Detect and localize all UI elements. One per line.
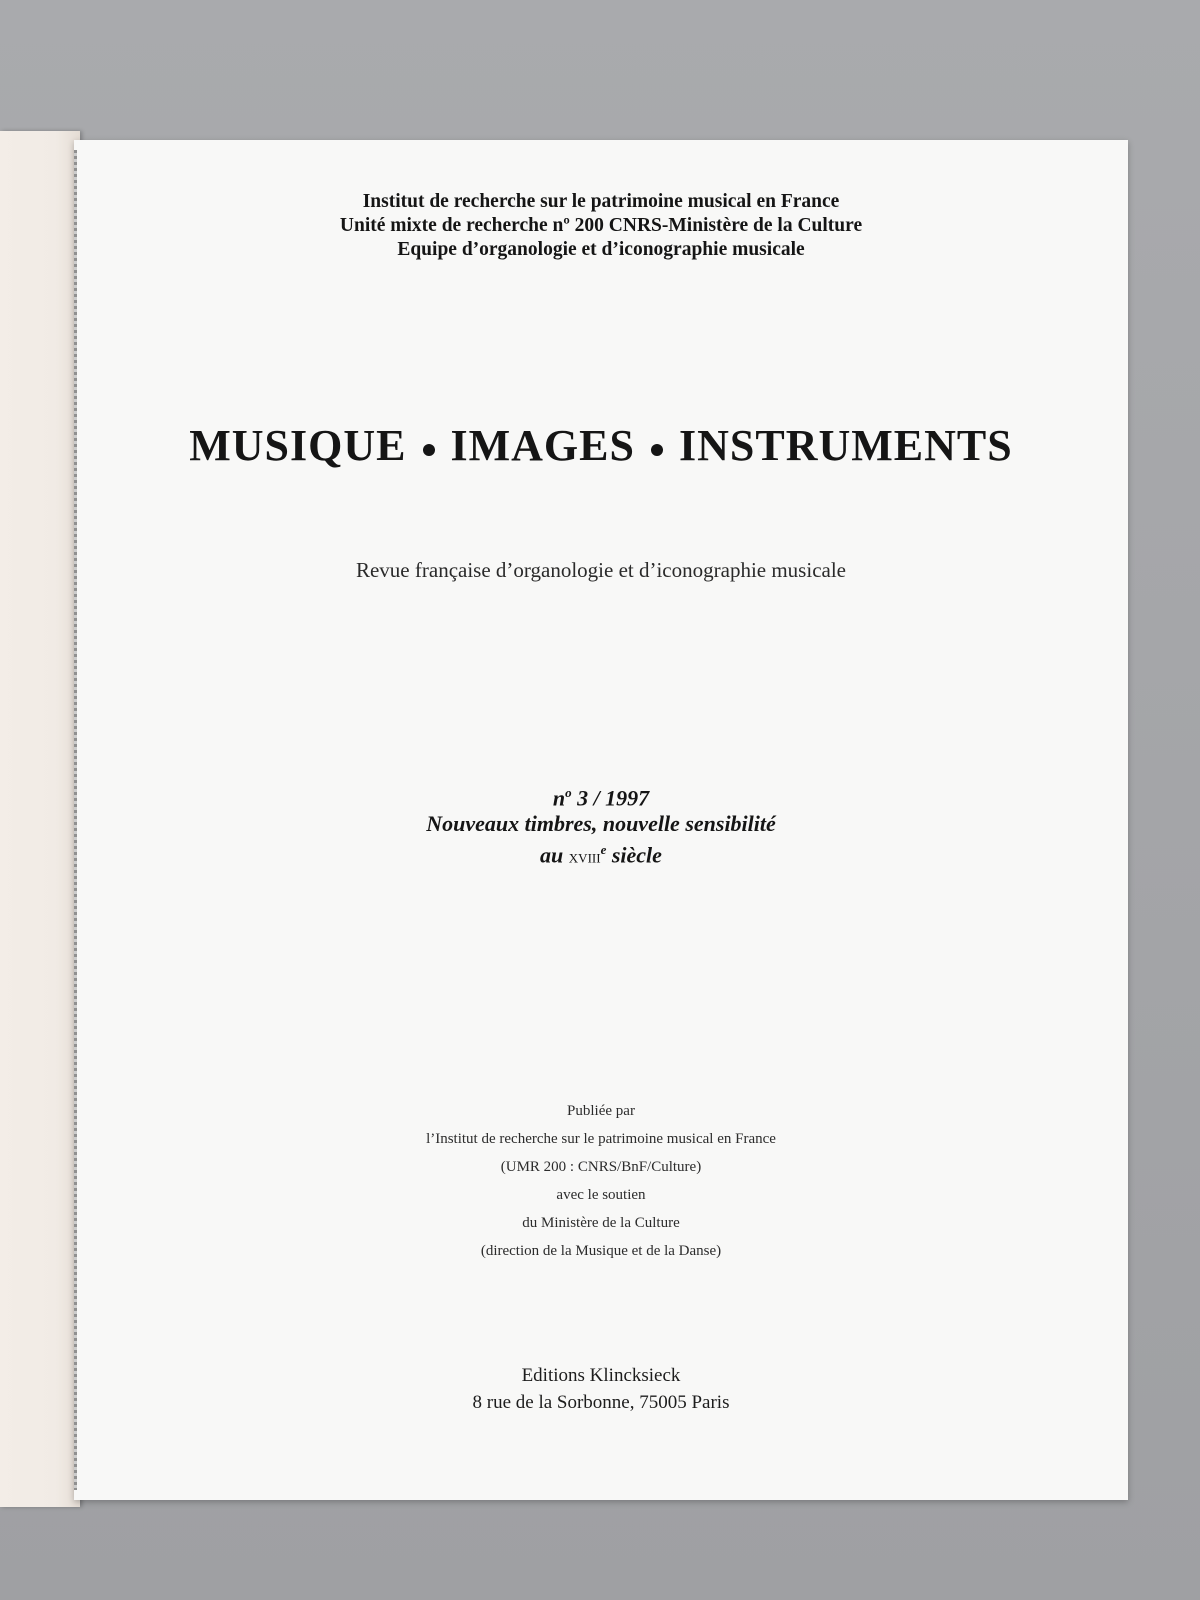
publisher-line: l’Institut de recherche sur le patrimoine musical en France (426, 1131, 776, 1147)
issue-number-sup: o (565, 785, 572, 800)
century-sup: e (600, 842, 607, 858)
journal-subtitle: Revue française d’organologie et d’iconographie musicale (355, 558, 846, 582)
publisher-info (74, 1097, 1128, 1265)
publisher-line: Publiée par (567, 1103, 635, 1119)
title-page (74, 140, 1128, 1500)
editor-info (74, 1362, 1128, 1416)
theme-prefix: au (540, 842, 569, 868)
publisher-line: du Ministère de la Culture (522, 1215, 680, 1231)
century-numeral: xviii (568, 846, 601, 867)
publisher-line: (direction de la Musique et de la Danse) (480, 1243, 722, 1259)
binding-stitch (74, 150, 77, 1490)
bullet-separator-2 (651, 444, 663, 456)
issue-number-value: 3 / 1997 (571, 785, 650, 811)
publisher-line: (UMR 200 : CNRS/BnF/Culture) (500, 1159, 702, 1175)
title-word-images: IMAGES (450, 421, 635, 470)
issue-info (74, 780, 1128, 870)
publisher-line: avec le soutien (556, 1187, 646, 1203)
bullet-separator-1 (423, 444, 435, 456)
issue-theme-line-2 (74, 837, 1128, 869)
journal-title (74, 420, 1128, 471)
institution-header (74, 190, 1128, 262)
title-word-musique: MUSIQUE (189, 421, 407, 470)
editor-address: 8 rue de la Sorbonne, 75005 Paris (472, 1392, 730, 1413)
issue-number-prefix: n (552, 785, 566, 811)
theme-suffix: siècle (606, 842, 662, 868)
institution-line-3: Equipe d’organologie et d’iconographie musicale (397, 239, 805, 260)
issue-theme-line-1: Nouveaux timbres, nouvelle sensibilité (426, 811, 776, 837)
issue-number (74, 780, 1128, 811)
institution-line-1: Institut de recherche sur le patrimoine musical en France (362, 191, 840, 212)
editor-name: Editions Klincksieck (521, 1365, 681, 1386)
previous-page-edge (0, 131, 80, 1507)
title-word-instruments: INSTRUMENTS (678, 421, 1013, 470)
institution-line-2: Unité mixte de recherche nº 200 CNRS-Ministère de la Culture (339, 215, 863, 236)
